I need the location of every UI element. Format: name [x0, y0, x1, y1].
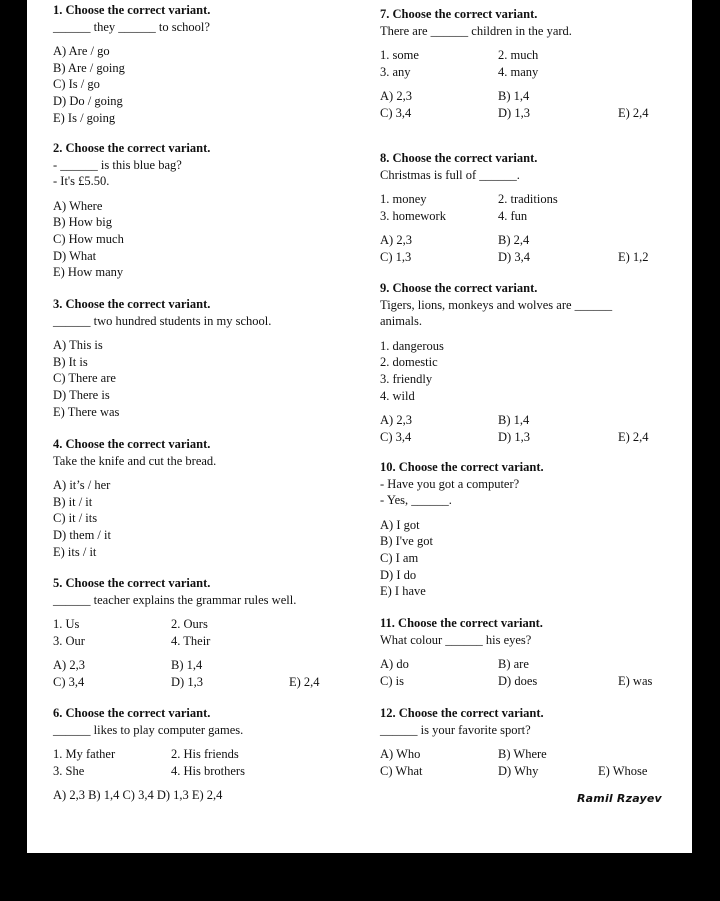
item: 3. Our: [53, 633, 85, 648]
option: B) How big: [53, 215, 113, 230]
answer-row: [380, 429, 670, 446]
answer: E) 2,4: [618, 105, 649, 120]
item-row: [380, 191, 670, 208]
item: 2. domestic: [380, 355, 438, 370]
item-row: [380, 47, 670, 64]
item: 1. some: [380, 48, 419, 63]
answer: E) was: [618, 673, 653, 688]
worksheet-page: [27, 0, 692, 853]
answer: B) 1,4: [498, 413, 530, 428]
question-12: [380, 705, 670, 779]
answer-row: [53, 674, 343, 691]
answer: D) 3,4: [498, 249, 530, 264]
question-title: 9. Choose the correct variant.: [380, 281, 538, 295]
answer: A) 2,3: [53, 658, 85, 673]
answer: E) Whose: [598, 763, 648, 778]
option: D) There is: [53, 387, 110, 402]
question-title: 10. Choose the correct variant.: [380, 460, 544, 474]
option: A) it’s / her: [53, 478, 111, 493]
question-5: [53, 575, 343, 691]
answer: D) 1,3: [171, 674, 203, 689]
question-stem: - It's £5.50.: [53, 174, 110, 189]
answer-line: A) 2,3 B) 1,4 C) 3,4 D) 1,3 E) 2,4: [53, 788, 223, 803]
answer-row: [380, 673, 670, 690]
option: C) How much: [53, 231, 124, 246]
option: E) Is / going: [53, 110, 116, 125]
answer: A) 2,3: [380, 89, 412, 104]
item: 1. dangerous: [380, 338, 444, 353]
question-stem: What colour ______ his eyes?: [380, 632, 532, 647]
option: A) This is: [53, 338, 103, 353]
question-title: 1. Choose the correct variant.: [53, 3, 211, 17]
question-9: [380, 280, 670, 445]
question-10: [380, 459, 544, 600]
item-row: [53, 616, 343, 633]
option: D) What: [53, 248, 97, 263]
option: B) I've got: [380, 534, 433, 549]
answer: D) 1,3: [498, 429, 530, 444]
answer: B) 1,4: [498, 89, 530, 104]
answer: D) 1,3: [498, 105, 530, 120]
answer: A) do: [380, 657, 409, 672]
item: 1. My father: [53, 747, 116, 762]
question-title: 7. Choose the correct variant.: [380, 7, 538, 21]
option: C) There are: [53, 371, 116, 386]
option: E) There was: [53, 404, 120, 419]
item: 3. friendly: [380, 371, 433, 386]
question-stem: - Have you got a computer?: [380, 476, 520, 491]
answer: E) 2,4: [289, 674, 320, 689]
question-3: [53, 296, 271, 420]
item: 4. wild: [380, 388, 415, 403]
item: 2. Ours: [171, 617, 208, 632]
answer: D) Why: [498, 763, 539, 778]
answer: B) Where: [498, 747, 547, 762]
option: C) I am: [380, 550, 419, 565]
answer: A) 2,3: [380, 233, 412, 248]
answer-row: [380, 656, 670, 673]
answer-row: [380, 232, 670, 249]
item: 3. any: [380, 64, 411, 79]
item: 2. traditions: [498, 192, 558, 207]
item-row: [53, 763, 343, 780]
answer: B) 1,4: [171, 658, 203, 673]
answer: D) does: [498, 673, 538, 688]
item: 2. much: [498, 48, 539, 63]
answer: C) 3,4: [380, 429, 412, 444]
answer: C) 3,4: [380, 105, 412, 120]
option: E) its / it: [53, 544, 97, 559]
option: C) Is / go: [53, 77, 100, 92]
question-2: [53, 140, 210, 281]
question-title: 12. Choose the correct variant.: [380, 706, 544, 720]
item: 1. money: [380, 192, 427, 207]
question-6: [53, 705, 343, 804]
option: C) it / its: [53, 511, 98, 526]
item: 2. His friends: [171, 747, 239, 762]
question-stem: ______ teacher explains the grammar rules well.: [53, 592, 297, 607]
question-stem: - ______ is this blue bag?: [53, 157, 182, 172]
answer-row: [380, 412, 670, 429]
question-stem: ______ they ______ to school?: [53, 19, 210, 34]
option: E) How many: [53, 265, 124, 280]
question-stem: There are ______ children in the yard.: [380, 23, 572, 38]
option: B) it / it: [53, 494, 93, 509]
option: B) Are / going: [53, 60, 125, 75]
answer: C) 3,4: [53, 674, 85, 689]
item-row: [380, 64, 670, 81]
option: E) I have: [380, 584, 426, 599]
item: 3. homework: [380, 208, 446, 223]
question-stem: Tigers, lions, monkeys and wolves are ______: [380, 297, 613, 312]
option: A) Where: [53, 198, 103, 213]
answer: C) 1,3: [380, 249, 412, 264]
item: 4. many: [498, 64, 539, 79]
question-4: [53, 436, 216, 560]
item: 4. His brothers: [171, 763, 245, 778]
question-title: 3. Choose the correct variant.: [53, 297, 211, 311]
option: D) I do: [380, 567, 417, 582]
answer: A) 2,3: [380, 413, 412, 428]
question-title: 5. Choose the correct variant.: [53, 576, 211, 590]
question-stem: animals.: [380, 314, 423, 329]
option: A) I got: [380, 517, 420, 532]
question-title: 2. Choose the correct variant.: [53, 141, 211, 155]
answer-row: [380, 105, 670, 122]
question-stem: ______ is your favorite sport?: [380, 722, 531, 737]
answer: B) 2,4: [498, 233, 530, 248]
answer-row: [380, 763, 670, 780]
question-title: 4. Choose the correct variant.: [53, 437, 211, 451]
author-signature: Ramil Rzayev: [577, 792, 662, 805]
option: D) them / it: [53, 527, 111, 542]
item-row: [380, 208, 670, 225]
question-title: 6. Choose the correct variant.: [53, 706, 211, 720]
answer: C) What: [380, 763, 423, 778]
answer: E) 1,2: [618, 249, 649, 264]
question-stem: - Yes, ______.: [380, 493, 452, 508]
answer: A) Who: [380, 747, 421, 762]
item: 4. Their: [171, 633, 211, 648]
question-title: 8. Choose the correct variant.: [380, 151, 538, 165]
question-stem: ______ two hundred students in my school.: [53, 313, 272, 328]
answer: B) are: [498, 657, 529, 672]
question-stem: Christmas is full of ______.: [380, 167, 520, 182]
option: D) Do / going: [53, 93, 123, 108]
item: 3. She: [53, 763, 85, 778]
option: B) It is: [53, 354, 88, 369]
answer: E) 2,4: [618, 429, 649, 444]
question-8: [380, 150, 670, 266]
answer: C) is: [380, 673, 404, 688]
item: 4. fun: [498, 208, 528, 223]
answer-row: [380, 88, 670, 105]
answer-row: [380, 249, 670, 266]
question-stem: Take the knife and cut the bread.: [53, 453, 217, 468]
option: A) Are / go: [53, 44, 110, 59]
item: 1. Us: [53, 617, 80, 632]
question-11: [380, 615, 670, 689]
item-row: [53, 746, 343, 763]
answer-row: [53, 657, 343, 674]
question-title: 11. Choose the correct variant.: [380, 616, 543, 630]
question-7: [380, 6, 670, 122]
question-1: [53, 2, 210, 126]
question-stem: ______ likes to play computer games.: [53, 722, 244, 737]
item-row: [53, 633, 343, 650]
answer-row: [380, 746, 670, 763]
